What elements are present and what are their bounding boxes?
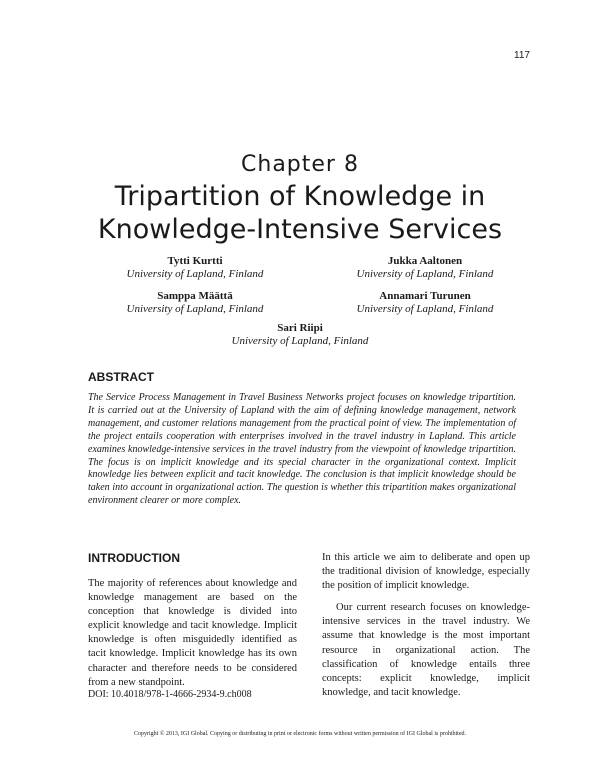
author-block	[325, 255, 525, 281]
chapter-title	[0, 180, 600, 246]
intro-left-column	[88, 577, 297, 690]
author-name: Jukka Aaltonen	[387, 255, 463, 267]
page-number: 117	[514, 50, 530, 61]
author-affiliation: University of Lapland, Finland	[126, 303, 264, 315]
author-name: Tytti Kurtti	[167, 255, 223, 267]
author-block	[95, 290, 295, 316]
intro-paragraph: The majority of references about knowledge and knowledge management are based on the conception that knowledge is divided into explicit knowledge and tacit knowledge. Implicit knowledge is often misguidedly identified as tacit knowledge. Implicit knowledge has its own character and therefore needs to be considered from a new standpoint.	[88, 578, 297, 688]
chapter-title-line-1: Tripartition of Knowledge in	[114, 181, 486, 212]
author-block	[200, 322, 400, 348]
chapter-label: Chapter 8	[241, 152, 359, 177]
copyright-notice: Copyright © 2013, IGI Global. Copying or distributing in print or electronic forms without written permission of IGI Global is prohibited.	[133, 731, 466, 737]
intro-right-column	[322, 551, 530, 700]
author-affiliation: University of Lapland, Finland	[126, 268, 264, 280]
intro-paragraph: In this article we aim to deliberate and open up the traditional division of knowledge, especially the position of implicit knowledge.	[322, 552, 530, 592]
author-affiliation: University of Lapland, Finland	[356, 268, 494, 280]
author-name: Sari Riipi	[277, 322, 323, 334]
author-block	[325, 290, 525, 316]
doi: DOI: 10.4018/978-1-4666-2934-9.ch008	[88, 689, 252, 700]
abstract-text: The Service Process Management in Travel Business Networks project focuses on knowledge tripartition. It is carried out at the University of Lapland with the aim of defining knowledge management, network management, and customer relations management from the practical point of view. The implementation of the project entails cooperation with enterprises involved in the travel industry in Lapland. This article examines knowledge-intensive services in the travel industry from the viewpoint of knowledge tripartition. The focus is on implicit knowledge and its special character in the organizational context. Implicit knowledge lies between explicit and tacit knowledge. The conclusion is that implicit knowledge should be taken into account in organizational action. The question is whether this tripartition makes organizational environment clearer or more complex.	[88, 392, 516, 507]
author-name: Samppa Määttä	[157, 290, 233, 302]
author-affiliation: University of Lapland, Finland	[231, 335, 369, 347]
author-affiliation: University of Lapland, Finland	[356, 303, 494, 315]
chapter-title-line-2: Knowledge-Intensive Services	[97, 214, 503, 245]
author-name: Annamari Turunen	[379, 290, 471, 302]
introduction-heading: INTRODUCTION	[88, 551, 180, 565]
author-block	[95, 255, 295, 281]
intro-paragraph: Our current research focuses on knowledge-intensive services in the travel industry. We assume that knowledge is the most important resource in organizational action. The classification of knowledge entails three concepts: explicit knowledge, implicit knowledge, and tacit knowledge.	[322, 602, 530, 698]
abstract-heading: ABSTRACT	[88, 370, 154, 384]
